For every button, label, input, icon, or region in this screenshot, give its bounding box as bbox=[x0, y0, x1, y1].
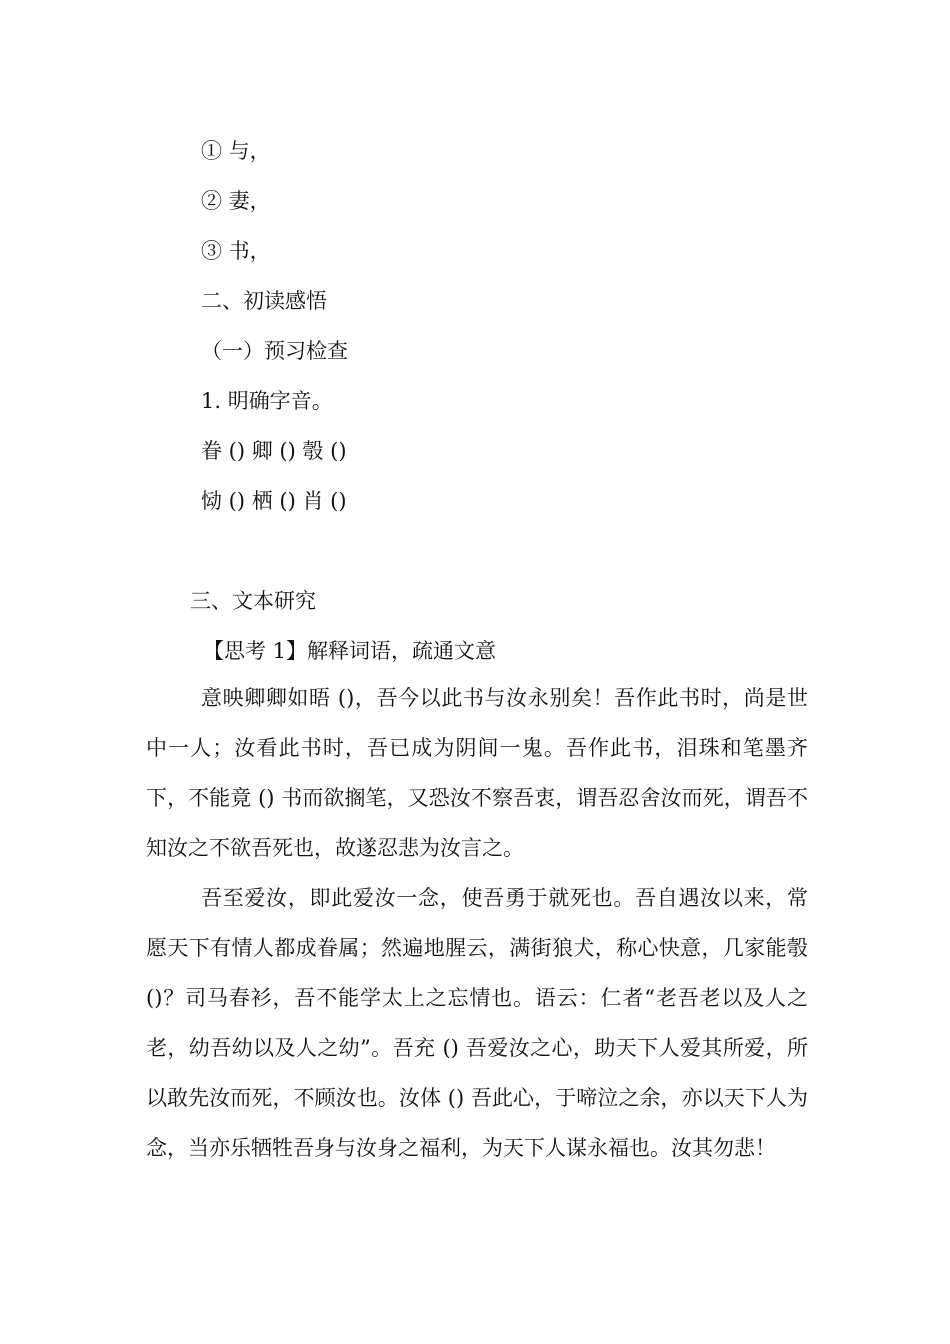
vocab-item-1: ① 与， bbox=[201, 139, 271, 163]
body-paragraph-2: 吾至爱汝，即此爱汝一念，使吾勇于就死也。吾自遇汝以来，常愿天下有情人都成眷属；然遍地腥云，满街狼犬，称心快意，几家能彀 ()？司马春衫，吾不能学太上之忘情也。语云：仁者“老吾老以及人之老，幼吾幼以及人之幼”。吾充 () 吾爱汝之心，助天下人爱其所爱，所以敢先汝而死，不顾汝也。汝体 () 吾此心，于啼泣之余，亦以天下人为念，当亦乐牺牲吾身与汝身之福利，为天下人谋永福也。汝其勿悲！ bbox=[146, 886, 808, 1160]
section-heading-preview: 二、初读感悟 bbox=[201, 289, 327, 313]
section-heading-text-study: 三、文本研究 bbox=[190, 589, 316, 613]
vocab-item-3: ③ 书， bbox=[201, 239, 271, 263]
body-paragraph-1: 意映卿卿如晤 ()，吾今以此书与汝永别矣！吾作此书时，尚是世中一人；汝看此书时，吾已成为阴间一鬼。吾作此书，泪珠和笔墨齐下，不能竟 () 书而欲搁笔，又恐汝不察吾衷，谓吾忍舍汝而死，谓吾不知汝之不欲吾死也，故遂忍悲为汝言之。 bbox=[146, 686, 808, 860]
pinyin-row-1: 眷 () 卿 () 彀 () bbox=[201, 439, 347, 463]
vocab-item-2: ② 妻， bbox=[201, 189, 271, 213]
subsection-heading-check: （一）预习检查 bbox=[201, 339, 348, 363]
pinyin-row-2: 恸 () 栖 () 肖 () bbox=[201, 489, 347, 513]
think-heading-1: 【思考 1】解释词语，疏通文意 bbox=[203, 639, 497, 663]
task-heading-pronunciation: 1. 明确字音。 bbox=[201, 389, 333, 413]
